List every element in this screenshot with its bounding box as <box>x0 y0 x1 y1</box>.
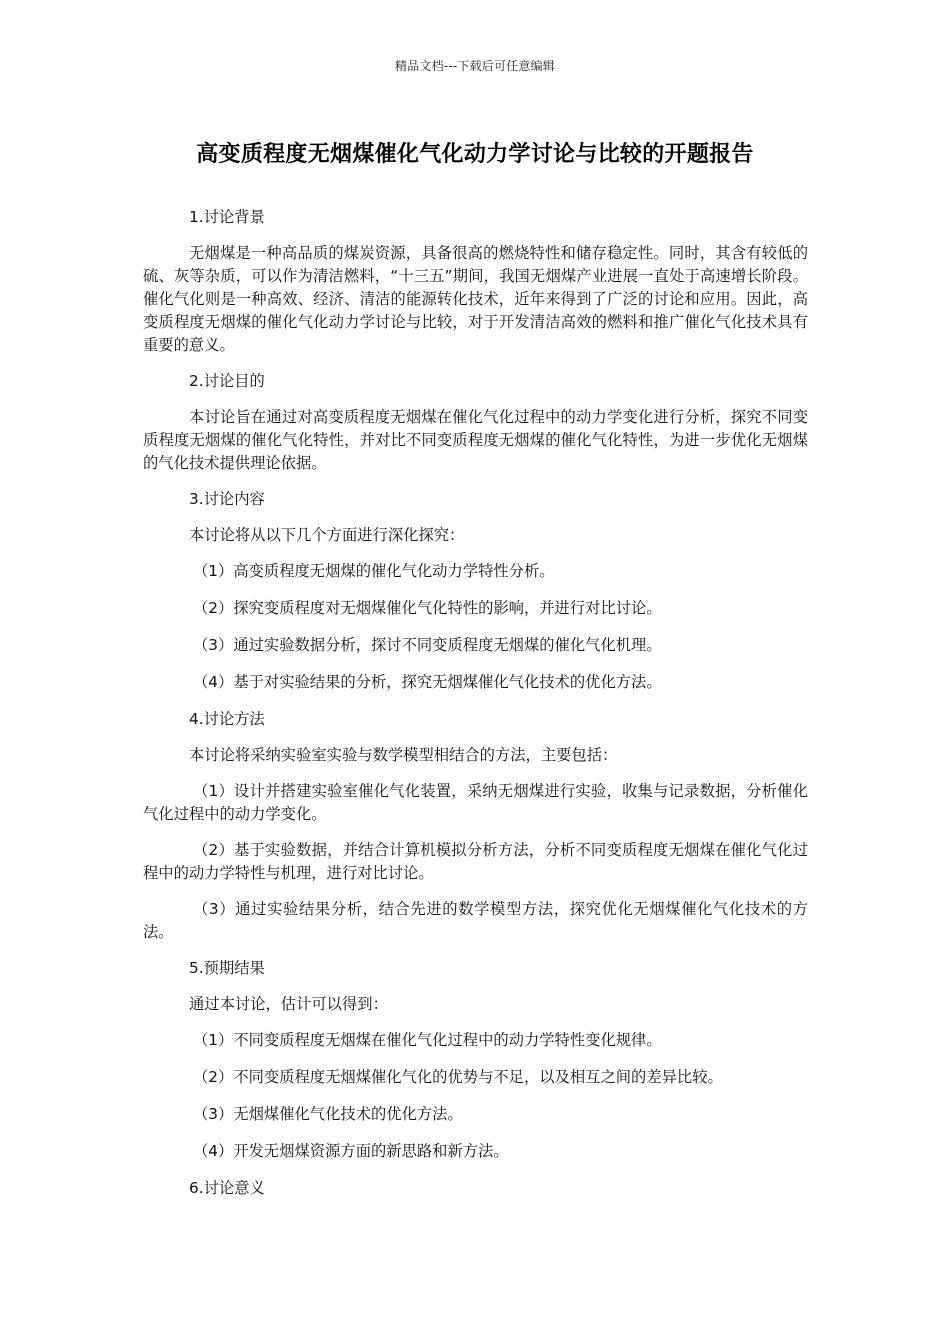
results-item: （1）不同变质程度无烟煤在催化气化过程中的动力学特性变化规律。 <box>193 1031 662 1049</box>
header-note: 精品文档---下载后可任意编辑 <box>395 59 555 73</box>
method-item: （3）通过实验结果分析，结合先进的数学模型方法，探究优化无烟煤催化气化技术的方法。 <box>143 900 808 941</box>
background-paragraph: 无烟煤是一种高品质的煤炭资源，具备很高的燃烧特性和储存稳定性。同时，其含有较低的硫、灰等杂质，可以作为清洁燃料，“十三五”期间，我国无烟煤产业进展一直处于高速增长阶段。催化气化则是一种高效、经济、清洁的能源转化技术，近年来得到了广泛的讨论和应用。因此，高变质程度无烟煤的催化气化动力学讨论与比较，对于开发清洁高效的燃料和推广催化气化技术具有重要的意义。 <box>143 244 808 354</box>
section-heading-content: 3.讨论内容 <box>189 490 265 508</box>
section-heading-background: 1.讨论背景 <box>189 208 265 226</box>
content-item: （3）通过实验数据分析，探讨不同变质程度无烟煤的催化气化机理。 <box>193 636 662 654</box>
purpose-paragraph: 本讨论旨在通过对高变质程度无烟煤在催化气化过程中的动力学变化进行分析，探究不同变质程度无烟煤的催化气化特性，并对比不同变质程度无烟煤的催化气化特性，为进一步优化无烟煤的气化技术提供理论依据。 <box>143 408 808 472</box>
method-intro: 本讨论将采纳实验室实验与数学模型相结合的方法，主要包括： <box>189 746 618 764</box>
results-item: （2）不同变质程度无烟煤催化气化的优势与不足，以及相互之间的差异比较。 <box>193 1068 723 1086</box>
document-title: 高变质程度无烟煤催化气化动力学讨论与比较的开题报告 <box>196 142 754 167</box>
content-item: （4）基于对实验结果的分析，探究无烟煤催化气化技术的优化方法。 <box>193 673 662 691</box>
method-item: （2）基于实验数据，并结合计算机模拟分析方法，分析不同变质程度无烟煤在催化气化过程中的动力学特性与机理，进行对比讨论。 <box>143 841 808 882</box>
section-heading-method: 4.讨论方法 <box>189 710 265 728</box>
results-intro: 通过本讨论，估计可以得到： <box>189 995 388 1013</box>
method-item: （1）设计并搭建实验室催化气化装置，采纳无烟煤进行实验，收集与记录数据，分析催化气化过程中的动力学变化。 <box>143 782 808 823</box>
content-intro: 本讨论将从以下几个方面进行深化探究： <box>189 526 465 544</box>
section-heading-purpose: 2.讨论目的 <box>189 372 265 390</box>
content-item: （2）探究变质程度对无烟煤催化气化特性的影响，并进行对比讨论。 <box>193 599 662 617</box>
section-heading-significance: 6.讨论意义 <box>189 1179 265 1197</box>
results-item: （3）无烟煤催化气化技术的优化方法。 <box>193 1105 463 1123</box>
content-item: （1）高变质程度无烟煤的催化气化动力学特性分析。 <box>193 562 555 580</box>
section-heading-results: 5.预期结果 <box>189 959 265 977</box>
document-body <box>143 206 808 1213</box>
results-item: （4）开发无烟煤资源方面的新思路和新方法。 <box>193 1142 509 1160</box>
